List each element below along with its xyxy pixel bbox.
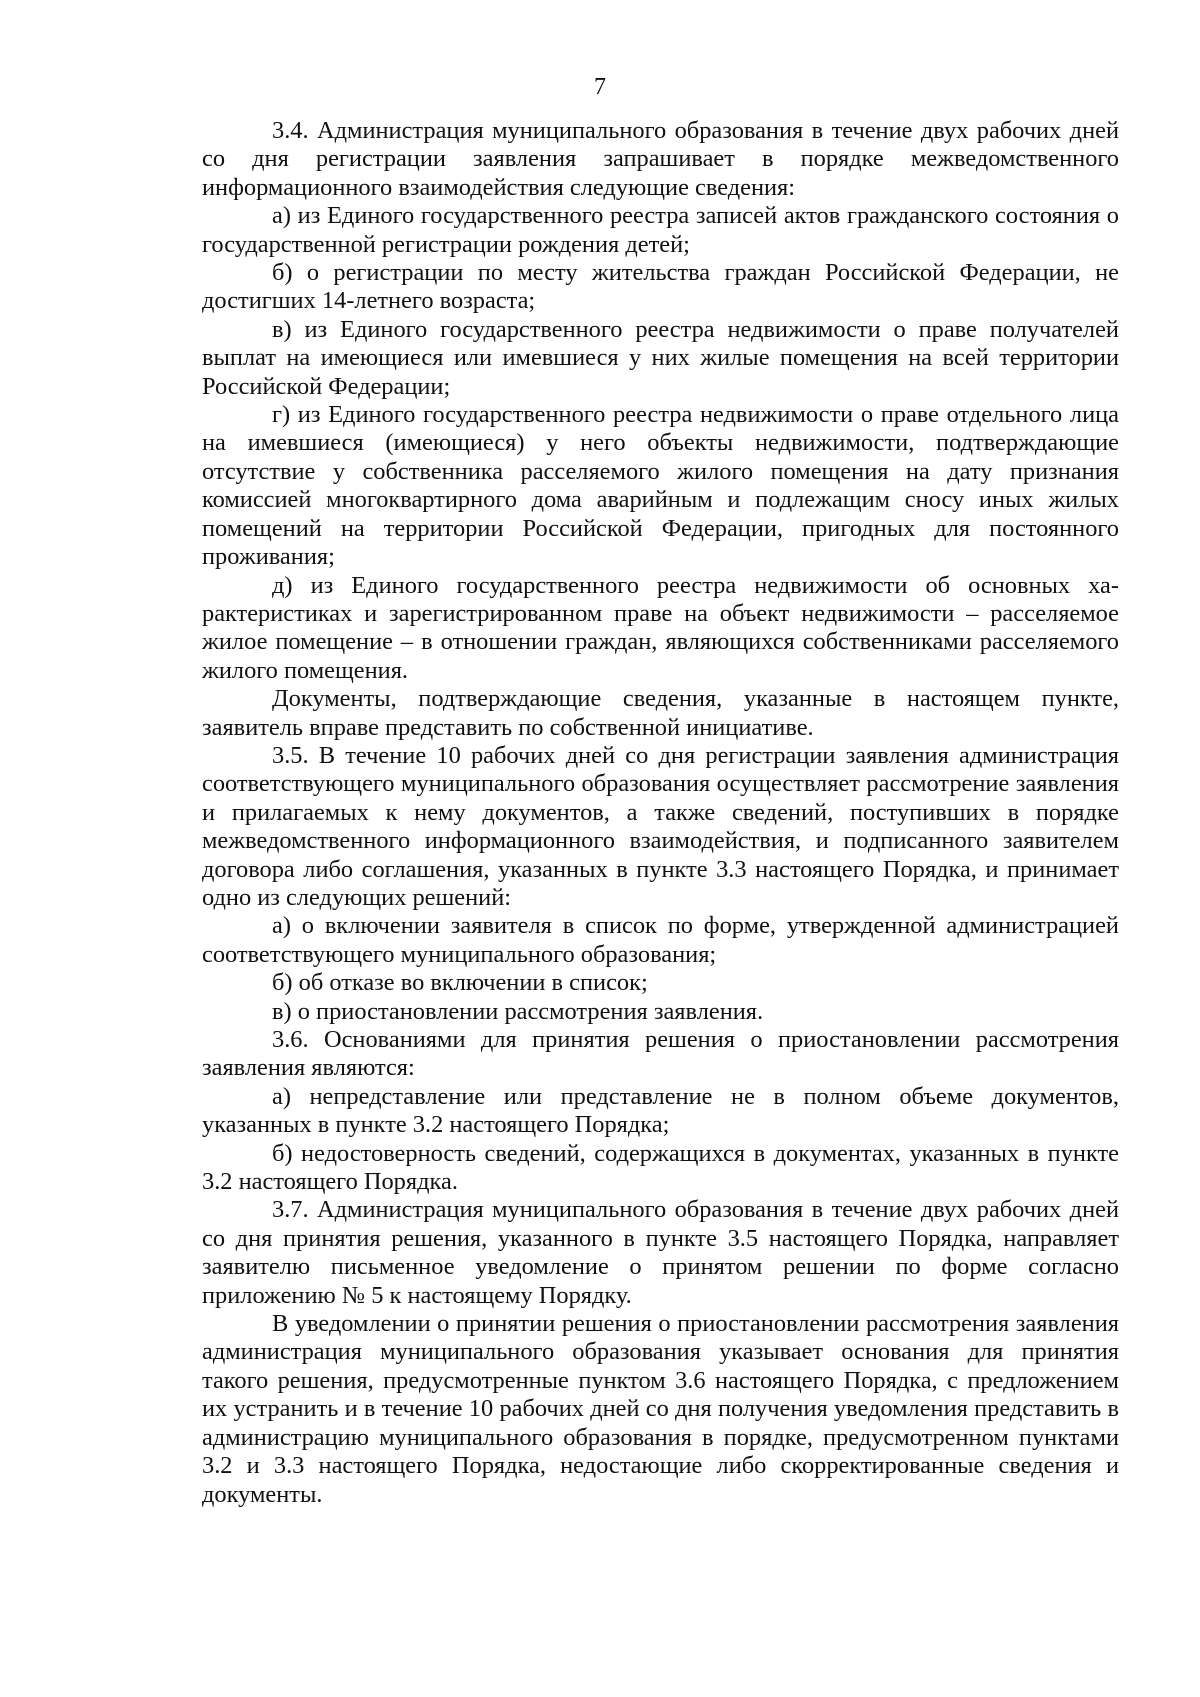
paragraph-3-4-documents: Документы, подтверждающие сведения, указанные в настоящем пункте, заявитель вправе представить по собственной инициативе. (202, 685, 1119, 741)
paragraph-3-7: 3.7. Администрация муниципального образования в течение двух рабочих дней со дня принятия решения, указанного в пункте 3.5 настоящего Порядка, направляет заявителю письменное уведомление о принятом решении по форме согласно приложению № 5 к настоящему Порядку. (202, 1196, 1119, 1309)
document-body (202, 117, 1119, 1509)
paragraph-3-5-v: в) о приостановлении рассмотрения заявления. (272, 997, 764, 1025)
paragraph-3-4-d: д) из Единого государственного реестра недвижимости об основных характеристиках и зарегистрированном праве на объект недвижимости – расселяемое жилое помещение – в отношении граждан, являющихся собственниками расселяемого жилого помещения. (202, 571, 1119, 684)
paragraph-3-5-b: б) об отказе во включении в список; (272, 969, 648, 997)
paragraph-3-6: 3.6. Основаниями для принятия решения о приостановлении рассмотрения заявления являются: (202, 1026, 1119, 1082)
paragraph-3-4-a: а) из Единого государственного реестра записей актов гражданского состояния о государственной регистрации рождения детей; (202, 202, 1119, 258)
paragraph-3-6-a: а) непредставление или представление не в полном объеме документов, указанных в пункте 3.2 настоящего Порядка; (202, 1082, 1119, 1139)
paragraph-3-7-notice: В уведомлении о принятии решения о приостановлении рассмотрения заявления администрация муниципального образования указывает основания для принятия такого решения, предусмотренные пунктом 3.6 настоящего Порядка, с предложением их устранить и в течение 10 рабочих дней со дня получения уведомления представить в администрацию муниципального образования в порядке, предусмотренном пунктами 3.2 и 3.3 настоящего Порядка, недостающие либо скорректированные сведения и документы. (202, 1310, 1119, 1508)
paragraph-3-6-b: б) недостоверность сведений, содержащихся в документах, указанных в пункте 3.2 настоящего Порядка. (202, 1139, 1119, 1196)
paragraph-3-4: 3.4. Администрация муниципального образования в течение двух рабочих дней со дня регистрации заявления запрашивает в порядке межведомственного информационного взаимодействия следующие сведения: (202, 117, 1119, 201)
page-number: 7 (594, 74, 606, 100)
paragraph-3-4-g: г) из Единого государственного реестра недвижимости о праве отдельного лица на имевшиеся (имеющиеся) у него объекты недвижимости, подтверждающие отсутствие у собственника расселяемого жилого помещения на дату признания комиссией многоквартирного дома аварийным и подлежащим сносу иных жилых помещений на территории Российской Федерации, пригодных для постоянного проживания; (202, 401, 1119, 571)
paragraph-3-4-v: в) из Единого государственного реестра недвижимости о праве получателей выплат на имеющиеся или имевшиеся у них жилые помещения на всей территории Российской Федерации; (202, 315, 1119, 400)
paragraph-3-4-b: б) о регистрации по месту жительства граждан Российской Федерации, не достигших 14-летнего возраста; (202, 259, 1119, 315)
paragraph-3-5: 3.5. В течение 10 рабочих дней со дня регистрации заявления администрация соответствующего муниципального образования осуществляет рассмотрение заявления и прилагаемых к нему документов, а также сведений, поступивших в порядке межведомственного информационного взаимодействия, и подписанного заявителем договора либо соглашения, указанных в пункте 3.3 настоящего Порядка, и принимает одно из следующих решений: (202, 741, 1119, 911)
paragraph-3-5-a: а) о включении заявителя в список по форме, утвержденной администрацией соответствующего муниципального образования; (202, 912, 1119, 968)
